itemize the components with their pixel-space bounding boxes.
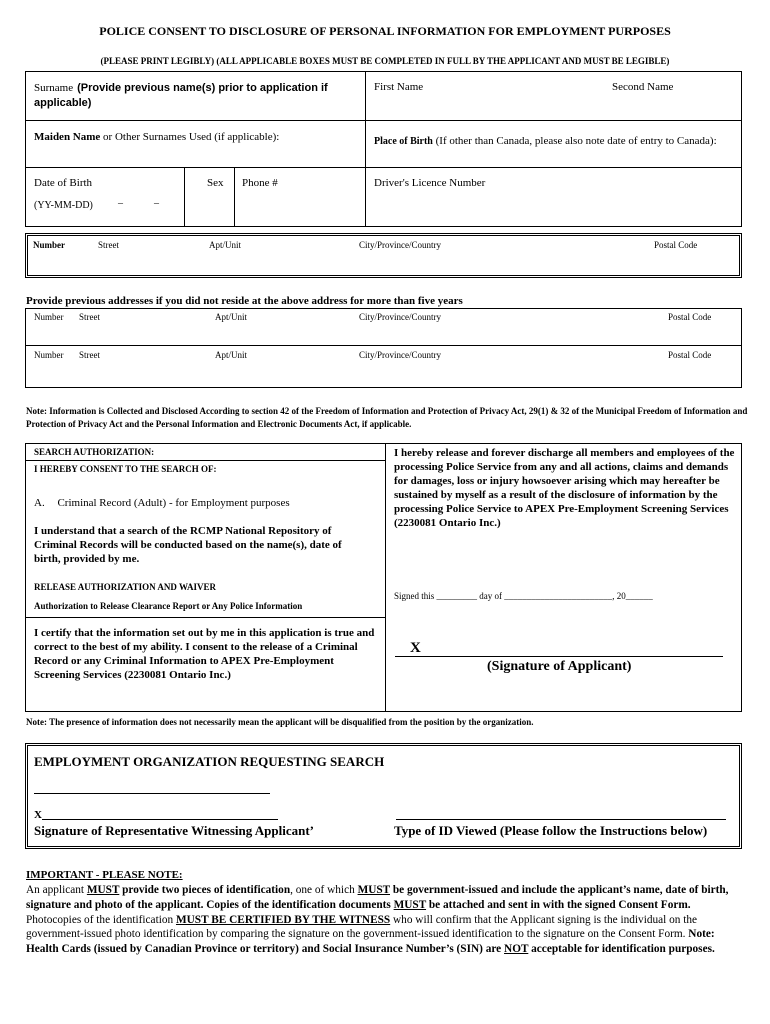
drivers-licence-label: Driver's Licence Number <box>374 177 486 189</box>
rcmp-understanding: I understand that a search of the RCMP National Repository of Criminal Records will be conducted based on the name(s), date of birth, provided by me. <box>34 525 342 565</box>
second-name-label: Second Name <box>612 81 674 93</box>
search-item-text: Criminal Record (Adult) - for Employment purposes <box>57 497 290 509</box>
applicant-signature-line[interactable] <box>395 656 723 657</box>
prev1-city-label: City/Province/Country <box>359 312 441 322</box>
consent-heading: I HEREBY CONSENT TO THE SEARCH OF: <box>34 464 217 474</box>
maiden-name-field[interactable] <box>34 131 279 143</box>
dob-separator-2: – <box>154 198 159 209</box>
witness-signature-line[interactable] <box>42 819 278 820</box>
discharge-statement: I hereby release and forever discharge all members and employees of the processing Police Service from any and all actions, claims and demands for damages, loss or injury howsoever arising which may hereafter be sustained by myself as a result of the disclosure of information by the processing Police Service to APEX Pre-Employment Screening Services (2230081 Ontario Inc.) <box>394 447 735 529</box>
address-city-label: City/Province/Country <box>359 240 441 250</box>
applicant-signature-label: (Signature of Applicant) <box>487 659 632 674</box>
surname-field[interactable] <box>34 80 354 110</box>
release-heading: RELEASE AUTHORIZATION AND WAIVER <box>34 582 216 592</box>
important-must-1: MUST <box>86 884 120 896</box>
important-text-9: acceptable for identification purposes. <box>528 943 715 956</box>
surname-note: (Provide previous name(s) prior to application if applicable) <box>34 82 328 109</box>
prev2-street-label: Street <box>79 350 100 360</box>
first-name-label: First Name <box>374 81 424 93</box>
important-body <box>26 883 748 957</box>
sex-field[interactable] <box>207 177 224 189</box>
important-text-8: Note: Health Cards (issued by Canadian Province or territory) and Social Insurance Number’s (SIN) are <box>26 928 715 956</box>
prev1-apt-label: Apt/Unit <box>215 312 248 322</box>
prev1-street-label: Street <box>79 312 100 322</box>
important-text-6: Photocopies of the identification <box>26 913 176 926</box>
important-not: NOT <box>504 943 529 956</box>
important-must-2: MUST <box>357 884 390 896</box>
maiden-name-note: or Other Surnames Used (if applicable): <box>100 131 280 143</box>
phone-field[interactable] <box>242 177 278 189</box>
address-apt-label: Apt/Unit <box>209 240 242 250</box>
prev2-city-label: City/Province/Country <box>359 350 441 360</box>
surname-label: Surname <box>34 82 74 94</box>
important-text-3: , one of which <box>290 884 358 896</box>
address-number-label: Number <box>33 240 65 250</box>
address-street-label: Street <box>98 240 119 250</box>
employer-heading: EMPLOYMENT ORGANIZATION REQUESTING SEARCH <box>34 754 385 769</box>
release-subheading: Authorization to Release Clearance Report or Any Police Information <box>34 601 303 611</box>
applicant-x-mark: X <box>410 640 421 656</box>
important-heading: IMPORTANT - PLEASE NOTE: <box>26 869 183 881</box>
drivers-licence-field[interactable] <box>374 177 485 189</box>
search-item-a <box>34 497 290 509</box>
place-of-birth-label: Place of Birth <box>374 136 433 147</box>
first-name-field[interactable] <box>374 81 423 93</box>
important-text-4: be government-issued and include the applicant’s name, date of birth, signature and photo of the applicant. Copies of the identification documents <box>26 884 729 911</box>
search-item-letter: A. <box>34 497 45 509</box>
important-text-2: provide two pieces of identification <box>119 884 291 896</box>
witness-signature-label: Signature of Representative Witnessing Applicant’ <box>34 823 315 838</box>
dob-label: Date of Birth <box>34 177 93 189</box>
form-title: POLICE CONSENT TO DISCLOSURE OF PERSONAL INFORMATION FOR EMPLOYMENT PURPOSES <box>99 24 671 38</box>
id-viewed-label: Type of ID Viewed (Please follow the Instructions below) <box>394 823 708 838</box>
previous-address-heading: Provide previous addresses if you did not reside at the above address for more than five years <box>26 295 463 307</box>
important-must-3: MUST <box>393 898 427 911</box>
dob-field[interactable] <box>34 177 92 189</box>
prev2-postal-label: Postal Code <box>668 350 712 360</box>
print-instructions: (PLEASE PRINT LEGIBLY) (ALL APPLICABLE BOXES MUST BE COMPLETED IN FULL BY THE APPLICANT AND MUST BE LEGIBLE) <box>100 56 670 66</box>
employer-name-line[interactable] <box>34 793 270 794</box>
previous-address-row-1[interactable] <box>0 312 770 342</box>
signed-this-line[interactable]: Signed this _________ day of ________________________, 20______ <box>394 591 653 601</box>
place-of-birth-note: (If other than Canada, please also note date of entry to Canada): <box>432 135 717 147</box>
prev2-apt-label: Apt/Unit <box>215 350 248 360</box>
previous-address-row-2[interactable] <box>0 350 770 380</box>
important-text-5: be attached and sent in with the signed Consent Form. <box>426 898 691 911</box>
second-name-field[interactable] <box>612 81 673 93</box>
address-postal-label: Postal Code <box>654 240 698 250</box>
privacy-note: Note: Information is Collected and Disclosed According to section 42 of the Freedom of Information and Protection of Privacy Act, 29(1) & 32 of the Municipal Freedom of Information and Protection of Privacy Act and the Personal Information and Electronic Documents Act, if applicable. <box>26 406 748 429</box>
sex-label: Sex <box>207 177 224 189</box>
witness-x-mark: X <box>34 809 42 821</box>
phone-label: Phone # <box>242 177 278 189</box>
presence-note: Note: The presence of information does not necessarily mean the applicant will be disqualified from the position by the organization. <box>26 717 534 727</box>
maiden-name-label: Maiden Name <box>34 131 101 143</box>
search-auth-heading: SEARCH AUTHORIZATION: <box>34 447 155 457</box>
dob-format: (YY-MM-DD) <box>34 200 93 211</box>
prev1-postal-label: Postal Code <box>668 312 712 322</box>
important-certified: MUST BE CERTIFIED BY THE WITNESS <box>175 913 391 926</box>
dob-separator-1: – <box>118 198 123 209</box>
place-of-birth-field[interactable] <box>374 131 717 149</box>
important-text-1: An applicant <box>26 884 87 896</box>
certify-statement: I certify that the information set out by me in this application is true and correct to the best of my ability. I consent to the release of a Criminal Record or any Criminal Information to APEX Pre-Employment Screening Services (2230081 Ontario Inc.) <box>34 627 375 681</box>
important-text-7: who will confirm that the Applicant signing is the individual on the government-issued photo identification by comparing the signature on the government-issued identification to the signature on the Consent Form. <box>26 913 698 941</box>
prev2-number-label: Number <box>34 350 64 360</box>
id-viewed-line[interactable] <box>396 819 726 820</box>
prev1-number-label: Number <box>34 312 64 322</box>
